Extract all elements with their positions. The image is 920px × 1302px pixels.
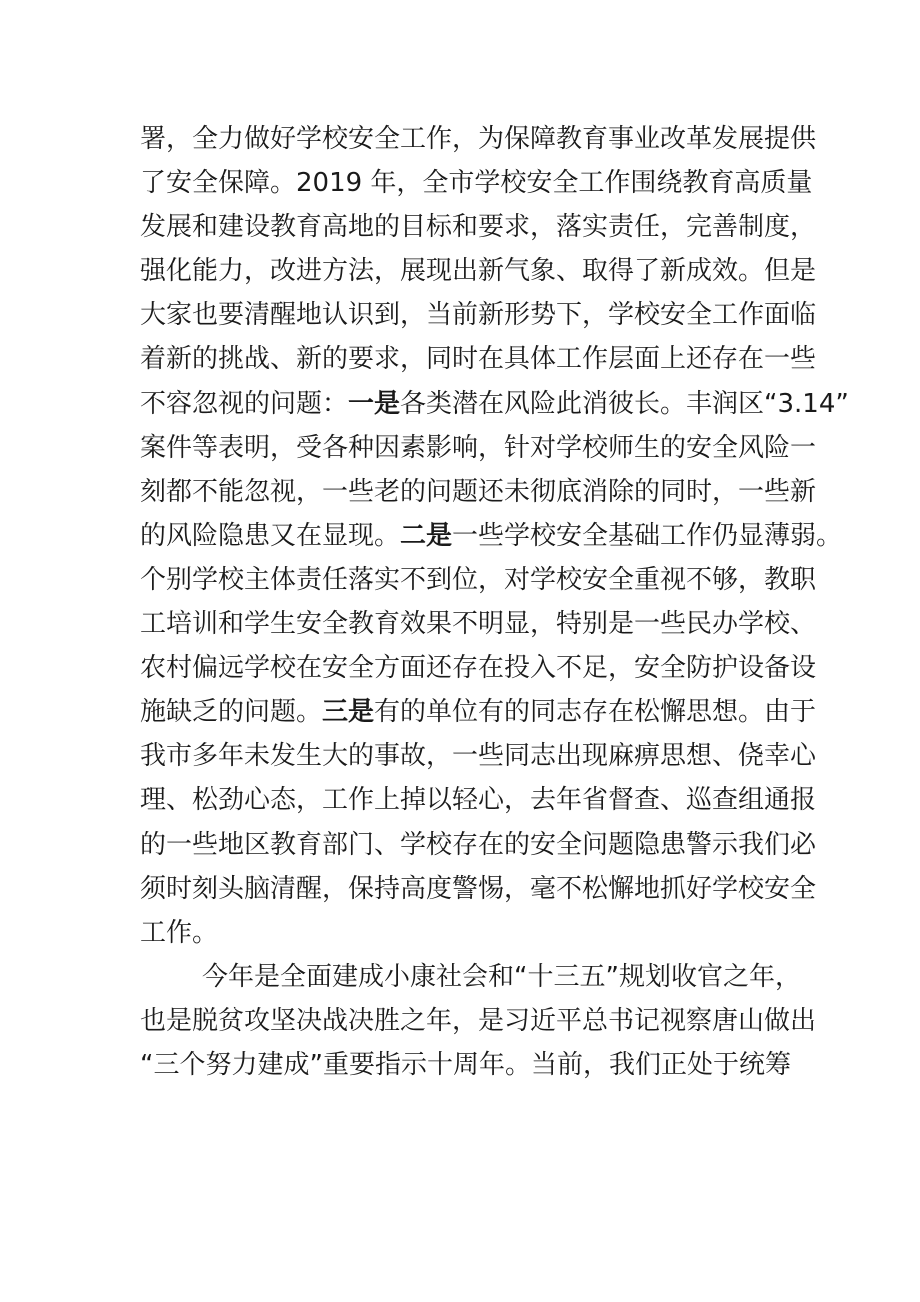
text-line: 着新的挑战、新的要求，同时在具体工作层面上还存在一些 [140, 344, 817, 375]
text-line: 须时刻头脑清醒，保持高度警惕，毫不松懈地抓好学校安全 [140, 873, 817, 904]
text-line: 农村偏远学校在安全方面还存在投入不足，安全防护设备设 [140, 653, 817, 684]
text-line: 强化能力，改进方法，展现出新气象、取得了新成效。但是 [140, 256, 817, 287]
body-text [140, 117, 849, 1087]
text-line: 工培训和学生安全教育效果不明显，特别是一些民办学校、 [140, 609, 817, 640]
text-line [140, 382, 849, 426]
text-line: 个别学校主体责任落实不到位，对学校安全重视不够，教职 [140, 564, 817, 595]
emphasis-first: 一是 [348, 388, 401, 419]
text-line: 今年是全面建成小康社会和“十三五”规划收官之年， [202, 961, 801, 992]
text-line: 大家也要清醒地认识到，当前新形势下，学校安全工作面临 [140, 300, 817, 331]
paragraph-2 [140, 955, 817, 1087]
text-line: “三个努力建成”重要指示十周年。当前，我们正处于统筹 [140, 1049, 791, 1080]
text-segment: 不容忽视的问题： [140, 388, 349, 419]
text-line: 理、松劲心态，工作上掉以轻心，去年省督查、巡查组通报 [140, 785, 817, 816]
emphasis-second: 二是 [400, 520, 453, 551]
text-segment: 各类潜在风险此消彼长。丰润区“3.14” [400, 388, 849, 419]
text-line: 也是脱贫攻坚决战决胜之年，是习近平总书记视察唐山做出 [140, 1005, 817, 1036]
text-line: 我市多年未发生大的事故，一些同志出现麻痹思想、侥幸心 [140, 741, 817, 772]
text-segment: 施缺乏的问题。 [140, 697, 323, 728]
text-segment: 有的单位有的同志存在松懈思想。由于 [374, 697, 817, 728]
text-line [140, 514, 843, 558]
text-line: 案件等表明，受各种因素影响，针对学校师生的安全风险一 [140, 432, 817, 463]
text-line: 发展和建设教育高地的目标和要求，落实责任，完善制度， [140, 212, 817, 243]
text-line: 署，全力做好学校安全工作，为保障教育事业改革发展提供 [140, 124, 817, 154]
text-line: 了安全保障。2019 年，全市学校安全工作围绕教育高质量 [140, 168, 813, 199]
text-segment: 一些学校安全基础工作仍显薄弱。 [452, 520, 843, 551]
text-line [140, 690, 817, 734]
text-segment: 的风险隐患又在显现。 [140, 520, 401, 551]
text-line: 工作。 [140, 917, 219, 948]
paragraph-1 [140, 117, 849, 955]
text-line: 刻都不能忽视，一些老的问题还未彻底消除的同时，一些新 [140, 476, 817, 507]
text-line: 的一些地区教育部门、学校存在的安全问题隐患警示我们必 [140, 829, 817, 860]
emphasis-third: 三是 [322, 697, 375, 728]
